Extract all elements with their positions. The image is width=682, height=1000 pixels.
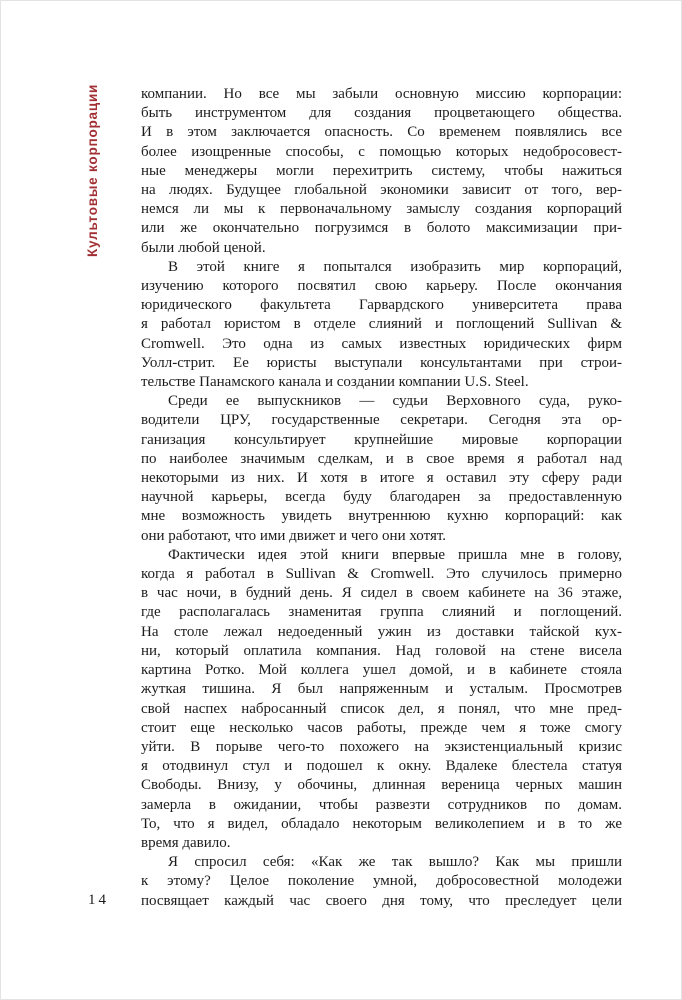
text-line: посвящает каждый час своего дня тому, что преследует цели [141, 892, 622, 909]
text-line: когда я работал в Sullivan & Cromwell. Это случилось примерно [141, 566, 622, 583]
text-line: немся ли мы к первоначальному замыслу создания корпораций [141, 201, 622, 218]
paragraph [141, 546, 622, 853]
text-line: На столе лежал недоеденный ужин из доставки тайской кух- [141, 623, 622, 640]
text-line: И в этом заключается опасность. Со временем появлялись все [141, 124, 622, 141]
text-line: некоторыми из них. И хотя в итоге я оставил эту сферу ради [141, 470, 622, 487]
paragraph [141, 853, 622, 911]
text-line: уйти. В порыве чего-то похожего на экзистенциальный кризис [141, 738, 622, 755]
paragraph [141, 392, 622, 546]
text-line: тельстве Панамского канала и создании компании U.S. Steel. [141, 374, 529, 391]
text-line: к этому? Целое поколение умной, добросовестной молодежи [141, 873, 622, 890]
text-line: я отодвинул стул и подошел к окну. Вдалеке блестела статуя [141, 758, 622, 775]
margin-title: Культовые корпорации [85, 83, 100, 257]
text-line: Я спросил себя: «Как же так вышло? Как мы пришли [168, 854, 622, 871]
text-line: Cromwell. Это одна из самых известных юридических фирм [141, 335, 622, 352]
text-line: картина Ротко. Мой коллега ушел домой, и в кабинете стояла [141, 662, 622, 679]
text-column [141, 85, 622, 911]
text-line: Среди ее выпускников — судьи Верховного суда, руко- [168, 393, 622, 410]
text-line: на людях. Будущее глобальной экономики зависит от того, вер- [141, 182, 622, 199]
text-line: водители ЦРУ, государственные секретари. Сегодня эта ор- [141, 412, 622, 429]
paragraph [141, 85, 622, 258]
text-line: ни, который оплатила компания. Над головой на стене висела [141, 642, 622, 659]
text-line: научной карьеры, всегда буду благодарен за предоставленную [141, 489, 622, 506]
text-line: или же окончательно погрузимся в болото максимизации при- [141, 220, 622, 237]
text-line: жуткая тишина. Я был напряженным и усталым. Просмотрев [141, 681, 622, 698]
text-line: по наиболее значимым сделкам, и в свое время я работал над [141, 450, 622, 467]
text-line: быть инструментом для создания процветающего общества. [141, 105, 622, 122]
text-line: компании. Но все мы забыли основную миссию корпорации: [141, 86, 622, 102]
text-line: ные менеджеры могли перехитрить систему, чтобы нажиться [141, 162, 622, 179]
text-line: Уолл-стрит. Ее юристы выступали консультантами при строи- [141, 354, 622, 371]
text-line: Фактически идея этой книги впервые пришла мне в голову, [168, 546, 622, 563]
text-line: время давило. [141, 834, 231, 851]
text-line: изучению которого посвятил свою карьеру. После окончания [141, 278, 622, 295]
text-line: где располагалась знаменитая группа слияний и поглощений. [141, 604, 622, 621]
text-line: В этой книге я попытался изобразить мир корпораций, [168, 258, 622, 275]
text-line: они работают, что ими движет и чего они хотят. [141, 527, 447, 544]
text-line: ганизация консультирует крупнейшие мировые корпорации [141, 431, 622, 448]
text-line: юридического факультета Гарвардского университета права [141, 297, 622, 314]
paragraph [141, 258, 622, 392]
text-line: более изощренные способы, с помощью которых недобросовест- [141, 143, 622, 160]
text-line: стоит еще несколько часов работы, прежде чем я тоже смогу [141, 719, 622, 736]
text-line: свой наспех набросанный список дел, я понял, что мне пред- [141, 700, 622, 717]
text-line: я работал юристом в отделе слияний и поглощений Sullivan & [141, 316, 622, 333]
text-line: замерла в ожидании, чтобы развезти сотрудников по домам. [141, 796, 622, 813]
text-line: То, что я видел, обладало некоторым великолепием и в то же [141, 815, 622, 832]
text-line: мне возможность увидеть внутреннюю кухню корпораций: как [141, 508, 622, 525]
text-line: Свободы. Внизу, у обочины, длинная вереница черных машин [141, 777, 622, 794]
page-number: 14 [88, 892, 109, 908]
text-line: были любой ценой. [141, 239, 266, 256]
text-line: в час ночи, в будний день. Я сидел в своем кабинете на 36 этаже, [141, 585, 622, 602]
